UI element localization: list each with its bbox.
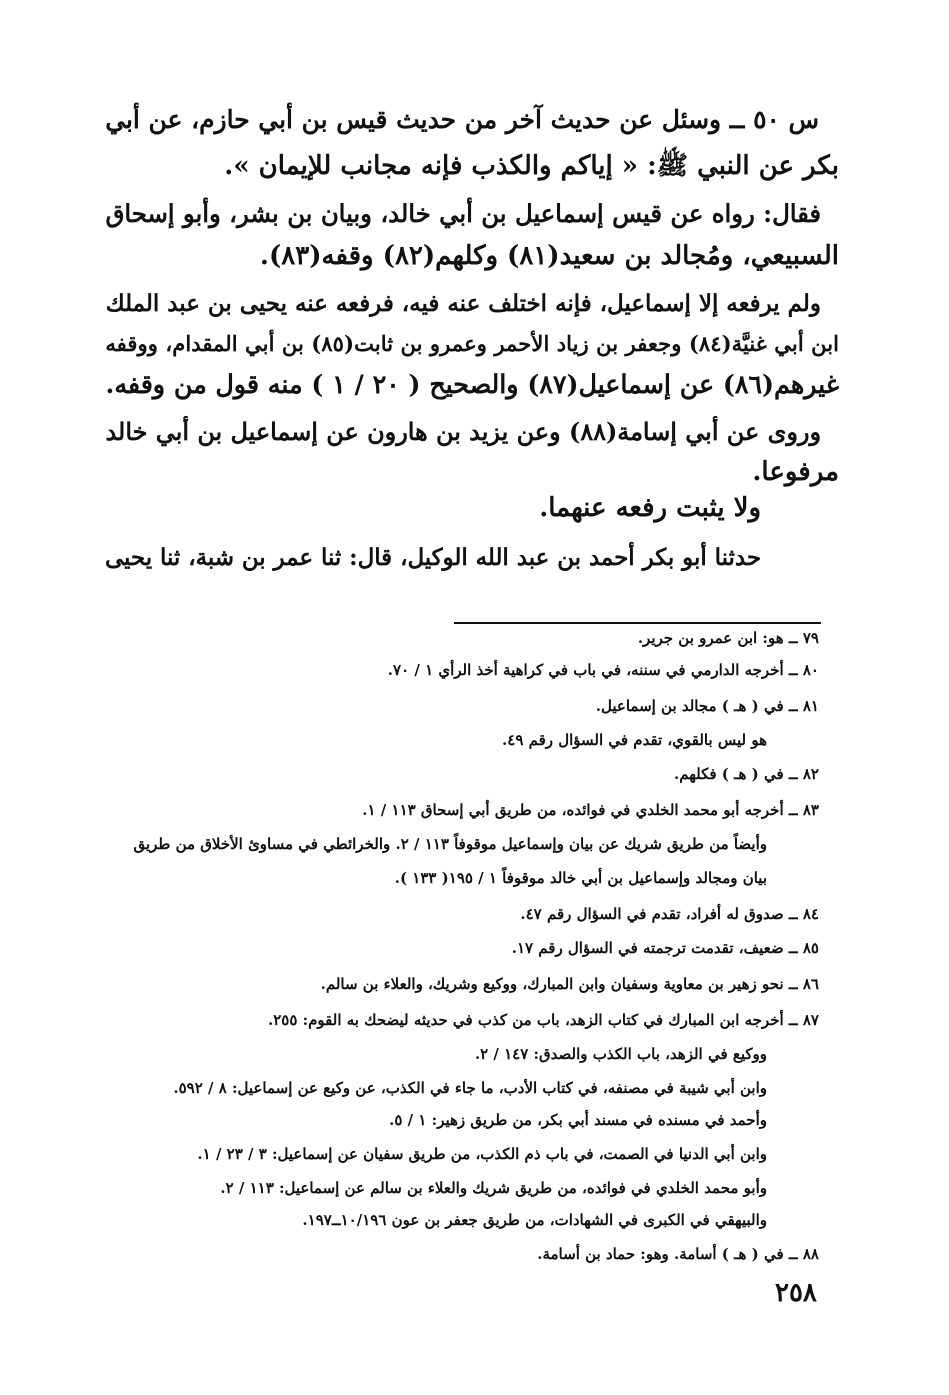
- footnote-line-12: ٨٧ ــ أخرجه ابن المبارك في كتاب الزهد، باب من كذب في حديثه ليضحك به القوم: ٢٥٥.: [267, 1011, 819, 1029]
- footnote-line-10: ٨٥ ــ ضعيف، تقدمت ترجمته في السؤال رقم ١٧.: [511, 939, 819, 957]
- footnote-line-17: وأبو محمد الخلدي في فوائده، من طريق شريك والعلاء بن سالم عن إسماعيل: ١١٣ / ٢.: [220, 1179, 767, 1197]
- footnote-line-15: وأحمد في مسنده في مسند أبي بكر، من طريق زهير: ١ / ٥.: [389, 1111, 767, 1129]
- body-line-10: ولا يثبت رفعه عنهما.: [539, 493, 761, 523]
- body-line-9: مرفوعا.: [752, 457, 839, 487]
- footnote-line-13: ووكيع في الزهد، باب الكذب والصدق: ١٤٧ / ٢.: [474, 1045, 767, 1063]
- footnote-line-5: ٨٢ ــ في ( هـ ) فكلهم.: [674, 765, 819, 783]
- footnote-line-8: بيان ومجالد وإسماعيل بن أبي خالد موقوفاً ١ / ١٩٥( ١٣٣ ).: [394, 869, 767, 887]
- body-line-4: السبيعي، ومُجالد بن سعيد(٨١) وكلهم(٨٢) وقفه(٨٣).: [259, 241, 839, 271]
- footnote-line-3: ٨١ ــ في ( هـ ) مجالد بن إسماعيل.: [595, 697, 819, 715]
- footnote-line-14: وابن أبي شيبة في مصنفه، في كتاب الأدب، ما جاء في الكذب، عن وكيع عن إسماعيل: ٨ / ٥٩٢.: [173, 1079, 767, 1097]
- footnote-line-2: ٨٠ ــ أخرجه الدارمي في سننه، في باب في كراهية أخذ الرأي ١ / ٧٠.: [387, 661, 819, 679]
- footnote-line-18: والبيهقي في الكبرى في الشهادات، من طريق جعفر بن عون ١٠/١٩٦ــ١٩٧.: [302, 1211, 767, 1229]
- footnote-rule: [454, 622, 821, 624]
- body-line-2: بكر عن النبي ﷺ: « إياكم والكذب فإنه مجانب للإيمان ».: [224, 151, 839, 181]
- body-line-6: ابن أبي غنيَّة(٨٤) وجعفر بن زياد الأحمر وعمرو بن ثابت(٨٥) بن أبي المقدام، ووقفه: [105, 331, 839, 356]
- body-line-5: ولم يرفعه إلا إسماعيل، فإنه اختلف عنه فيه، فرفعه عنه يحيى بن عبد الملك: [105, 290, 821, 317]
- footnote-line-6: ٨٣ ــ أخرجه أبو محمد الخلدي في فوائده، من طريق أبي إسحاق ١١٣ / ١.: [362, 801, 819, 819]
- body-line-3: فقال: رواه عن قيس إسماعيل بن أبي خالد، وبيان بن بشر، وأبو إسحاق: [105, 199, 821, 228]
- body-line-11: حدثنا أبو بكر أحمد بن عبد الله الوكيل، قال: ثنا عمر بن شبة، ثنا يحيى: [104, 545, 761, 571]
- footnote-line-1: ٧٩ ــ هو: ابن عمرو بن جرير.: [637, 629, 819, 647]
- footnote-line-9: ٨٤ ــ صدوق له أفراد، تقدم في السؤال رقم ٤٧.: [520, 905, 819, 923]
- page-number: ٢٥٨: [775, 1278, 817, 1308]
- footnote-line-19: ٨٨ ــ في ( هـ ) أسامة. وهو: حماد بن أسامة.: [537, 1245, 819, 1263]
- footnote-line-11: ٨٦ ــ نحو زهير بن معاوية وسفيان وابن المبارك، ووكيع وشريك، والعلاء بن سالم.: [320, 975, 819, 993]
- footnote-line-4: هو ليس بالقوي، تقدم في السؤال رقم ٤٩.: [502, 731, 767, 749]
- body-line-1: س ٥٠ ــ وسئل عن حديث آخر من حديث قيس بن أبي حازم، عن أبي: [105, 105, 819, 134]
- body-line-7: غيرهم(٨٦) عن إسماعيل(٨٧) والصحيح ( ٢٠ / ١ ) منه قول من وقفه.: [105, 369, 839, 399]
- footnote-line-7: وأيضاً من طريق شريك عن بيان وإسماعيل موقوفاً ١١٣ / ٢. والخرائطي في مساوئ الأخلاق من طريق: [133, 835, 767, 853]
- footnote-line-16: وابن أبي الدنيا في الصمت، في باب ذم الكذب، من طريق سفيان عن إسماعيل: ٣ / ٢٣ / ١.: [197, 1145, 767, 1163]
- body-line-8: وروى عن أبي إسامة(٨٨) وعن يزيد بن هارون عن إسماعيل بن أبي خالد: [105, 418, 821, 446]
